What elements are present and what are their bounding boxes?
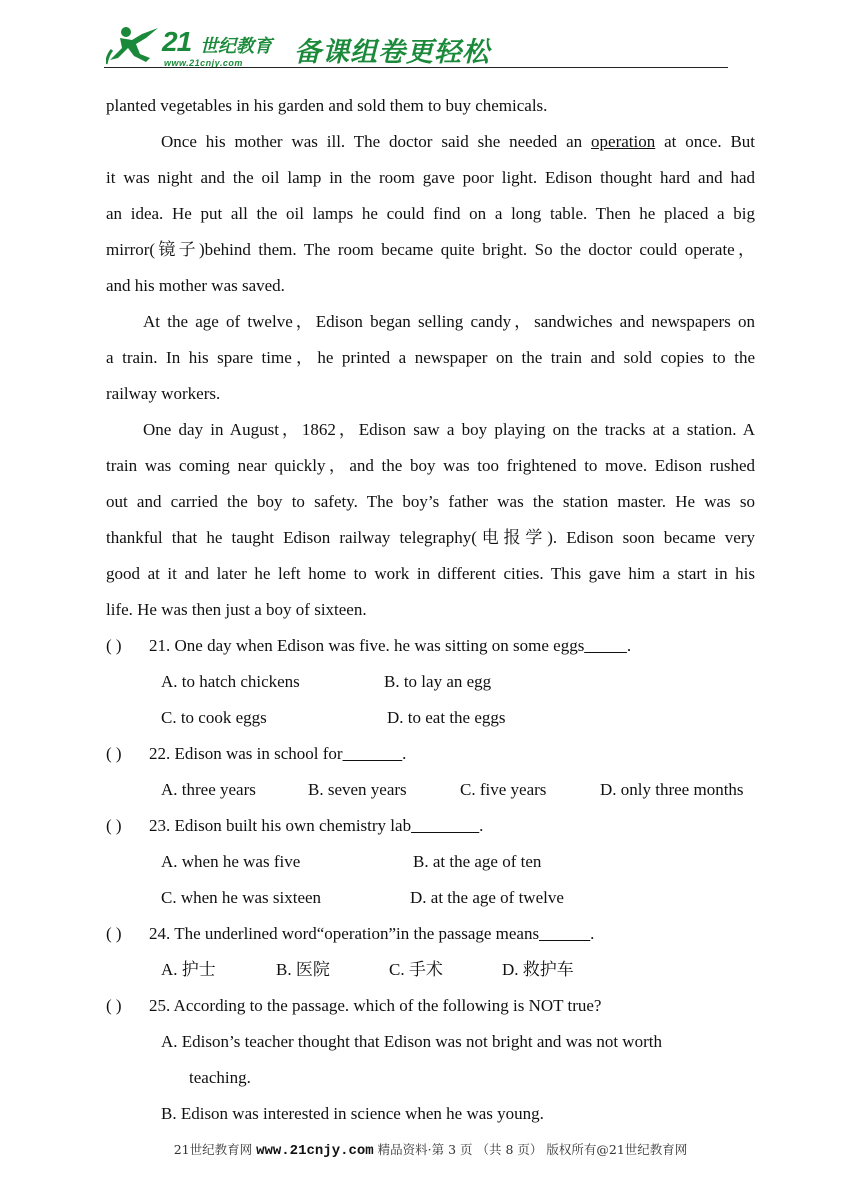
option-c[interactable]: C. when he was sixteen [161, 888, 322, 907]
option-a[interactable]: A. Edison’s teacher thought that Edison was not bright and was not worth [161, 1032, 662, 1051]
option-d[interactable]: D. at the age of twelve [410, 888, 564, 907]
page-content [106, 88, 755, 1132]
passage-line: good at it and later he left home to work in different cities. This gave him a start in his [106, 564, 755, 583]
passage-line: thankful that he taught Edison railway telegraphy(电报学). Edison soon became very [106, 528, 755, 547]
question-23 [106, 808, 755, 844]
footer-left: 21世纪教育网 [173, 1142, 257, 1157]
question-stem: 23. Edison built his own chemistry lab [149, 816, 412, 835]
option-d[interactable]: D. to eat the eggs [387, 708, 506, 727]
question-25 [106, 988, 755, 1024]
options-row [106, 952, 755, 988]
question-22 [106, 736, 755, 772]
question-end: . [590, 924, 595, 943]
question-end: . [626, 636, 632, 655]
answer-bracket[interactable]: ( ) [106, 816, 122, 835]
passage-line: it was night and the oil lamp in the room gave poor light. Edison thought hard and had [106, 168, 755, 187]
option-d[interactable]: D. 救护车 [502, 960, 574, 979]
passage-line: life. He was then just a boy of sixteen. [106, 600, 367, 619]
passage-line [106, 124, 755, 160]
underlined-word: operation [591, 132, 656, 151]
logo-number: 21 [162, 26, 192, 57]
passage-line: an idea. He put all the oil lamps he could find on a long table. Then he placed a big [106, 204, 755, 223]
option-a[interactable]: A. to hatch chickens [161, 672, 300, 691]
option-c[interactable]: C. 手术 [389, 960, 443, 979]
passage-text: Once his mother was ill. The doctor said she needed an [161, 132, 592, 151]
logo-url: www.21cnjy.com [164, 58, 243, 68]
answer-blank[interactable]: ________ [411, 816, 480, 835]
question-stem: 25. According to the passage. which of the following is NOT true? [149, 996, 602, 1015]
option-a[interactable]: A. three years [161, 780, 256, 799]
passage-line: One day in August，1862，Edison saw a boy playing on the tracks at a station. A [143, 420, 755, 439]
question-stem: 24. The underlined word“operation”in the passage means [149, 924, 540, 943]
question-24 [106, 916, 755, 952]
answer-bracket[interactable]: ( ) [106, 924, 122, 943]
question-stem: 22. Edison was in school for [149, 744, 343, 763]
page-footer [0, 1140, 861, 1159]
options-row [106, 844, 755, 880]
option-b[interactable]: B. 医院 [276, 960, 330, 979]
option-b[interactable]: B. seven years [308, 780, 407, 799]
options-row [106, 1096, 755, 1132]
answer-bracket[interactable]: ( ) [106, 744, 122, 763]
passage-line: planted vegetables in his garden and sold them to buy chemicals. [106, 96, 548, 115]
question-21 [106, 628, 755, 664]
answer-bracket[interactable]: ( ) [106, 636, 122, 655]
passage-text: at once. But [655, 132, 756, 151]
runner-logo-icon [106, 24, 162, 68]
options-row [106, 772, 755, 808]
passage-line: train was coming near quickly，and the boy was too frightened to move. Edison rushed [106, 456, 755, 475]
option-a[interactable]: A. when he was five [161, 852, 301, 871]
question-end: . [402, 744, 407, 763]
passage-line: a train. In his spare time，he printed a newspaper on the train and sold copies to the [106, 348, 755, 367]
option-c[interactable]: C. five years [460, 780, 547, 799]
passage-line: mirror(镜子)behind them. The room became quite bright. So the doctor could operate， [106, 240, 755, 259]
footer-url[interactable]: www.21cnjy.com [256, 1143, 374, 1159]
option-b[interactable]: B. to lay an egg [384, 672, 492, 691]
passage-line: railway workers. [106, 384, 221, 403]
header-divider [104, 67, 728, 68]
passage-line: out and carried the boy to safety. The boy’s father was the station master. He was so [106, 492, 755, 511]
answer-bracket[interactable]: ( ) [106, 996, 122, 1015]
option-a-continued: teaching. [189, 1068, 251, 1087]
page-header [104, 22, 728, 72]
options-row [106, 664, 755, 700]
options-row [106, 1024, 755, 1060]
option-d[interactable]: D. only three months [600, 780, 744, 799]
question-stem: 21. One day when Edison was five. he was sitting on some eggs [149, 636, 585, 655]
options-row [106, 700, 755, 736]
answer-blank[interactable]: _____ [584, 636, 627, 655]
option-c[interactable]: C. to cook eggs [161, 708, 267, 727]
options-row [106, 880, 755, 916]
answer-blank[interactable]: _______ [342, 744, 403, 763]
footer-right: 精品资料·第 3 页 （共 8 页） 版权所有@21世纪教育网 [373, 1142, 688, 1157]
logo-text: 世纪教育 [200, 36, 272, 57]
passage-line: At the age of twelve，Edison began selling candy，sandwiches and newspapers on [143, 312, 755, 331]
option-b[interactable]: B. at the age of ten [413, 852, 542, 871]
option-b[interactable]: B. Edison was interested in science when he was young. [161, 1104, 544, 1123]
passage-line: and his mother was saved. [106, 276, 285, 295]
question-end: . [479, 816, 484, 835]
option-a[interactable]: A. 护士 [161, 960, 216, 979]
options-row [106, 1060, 755, 1096]
answer-blank[interactable]: ______ [539, 924, 591, 943]
header-slogan: 备课组卷更轻松 [294, 37, 490, 68]
